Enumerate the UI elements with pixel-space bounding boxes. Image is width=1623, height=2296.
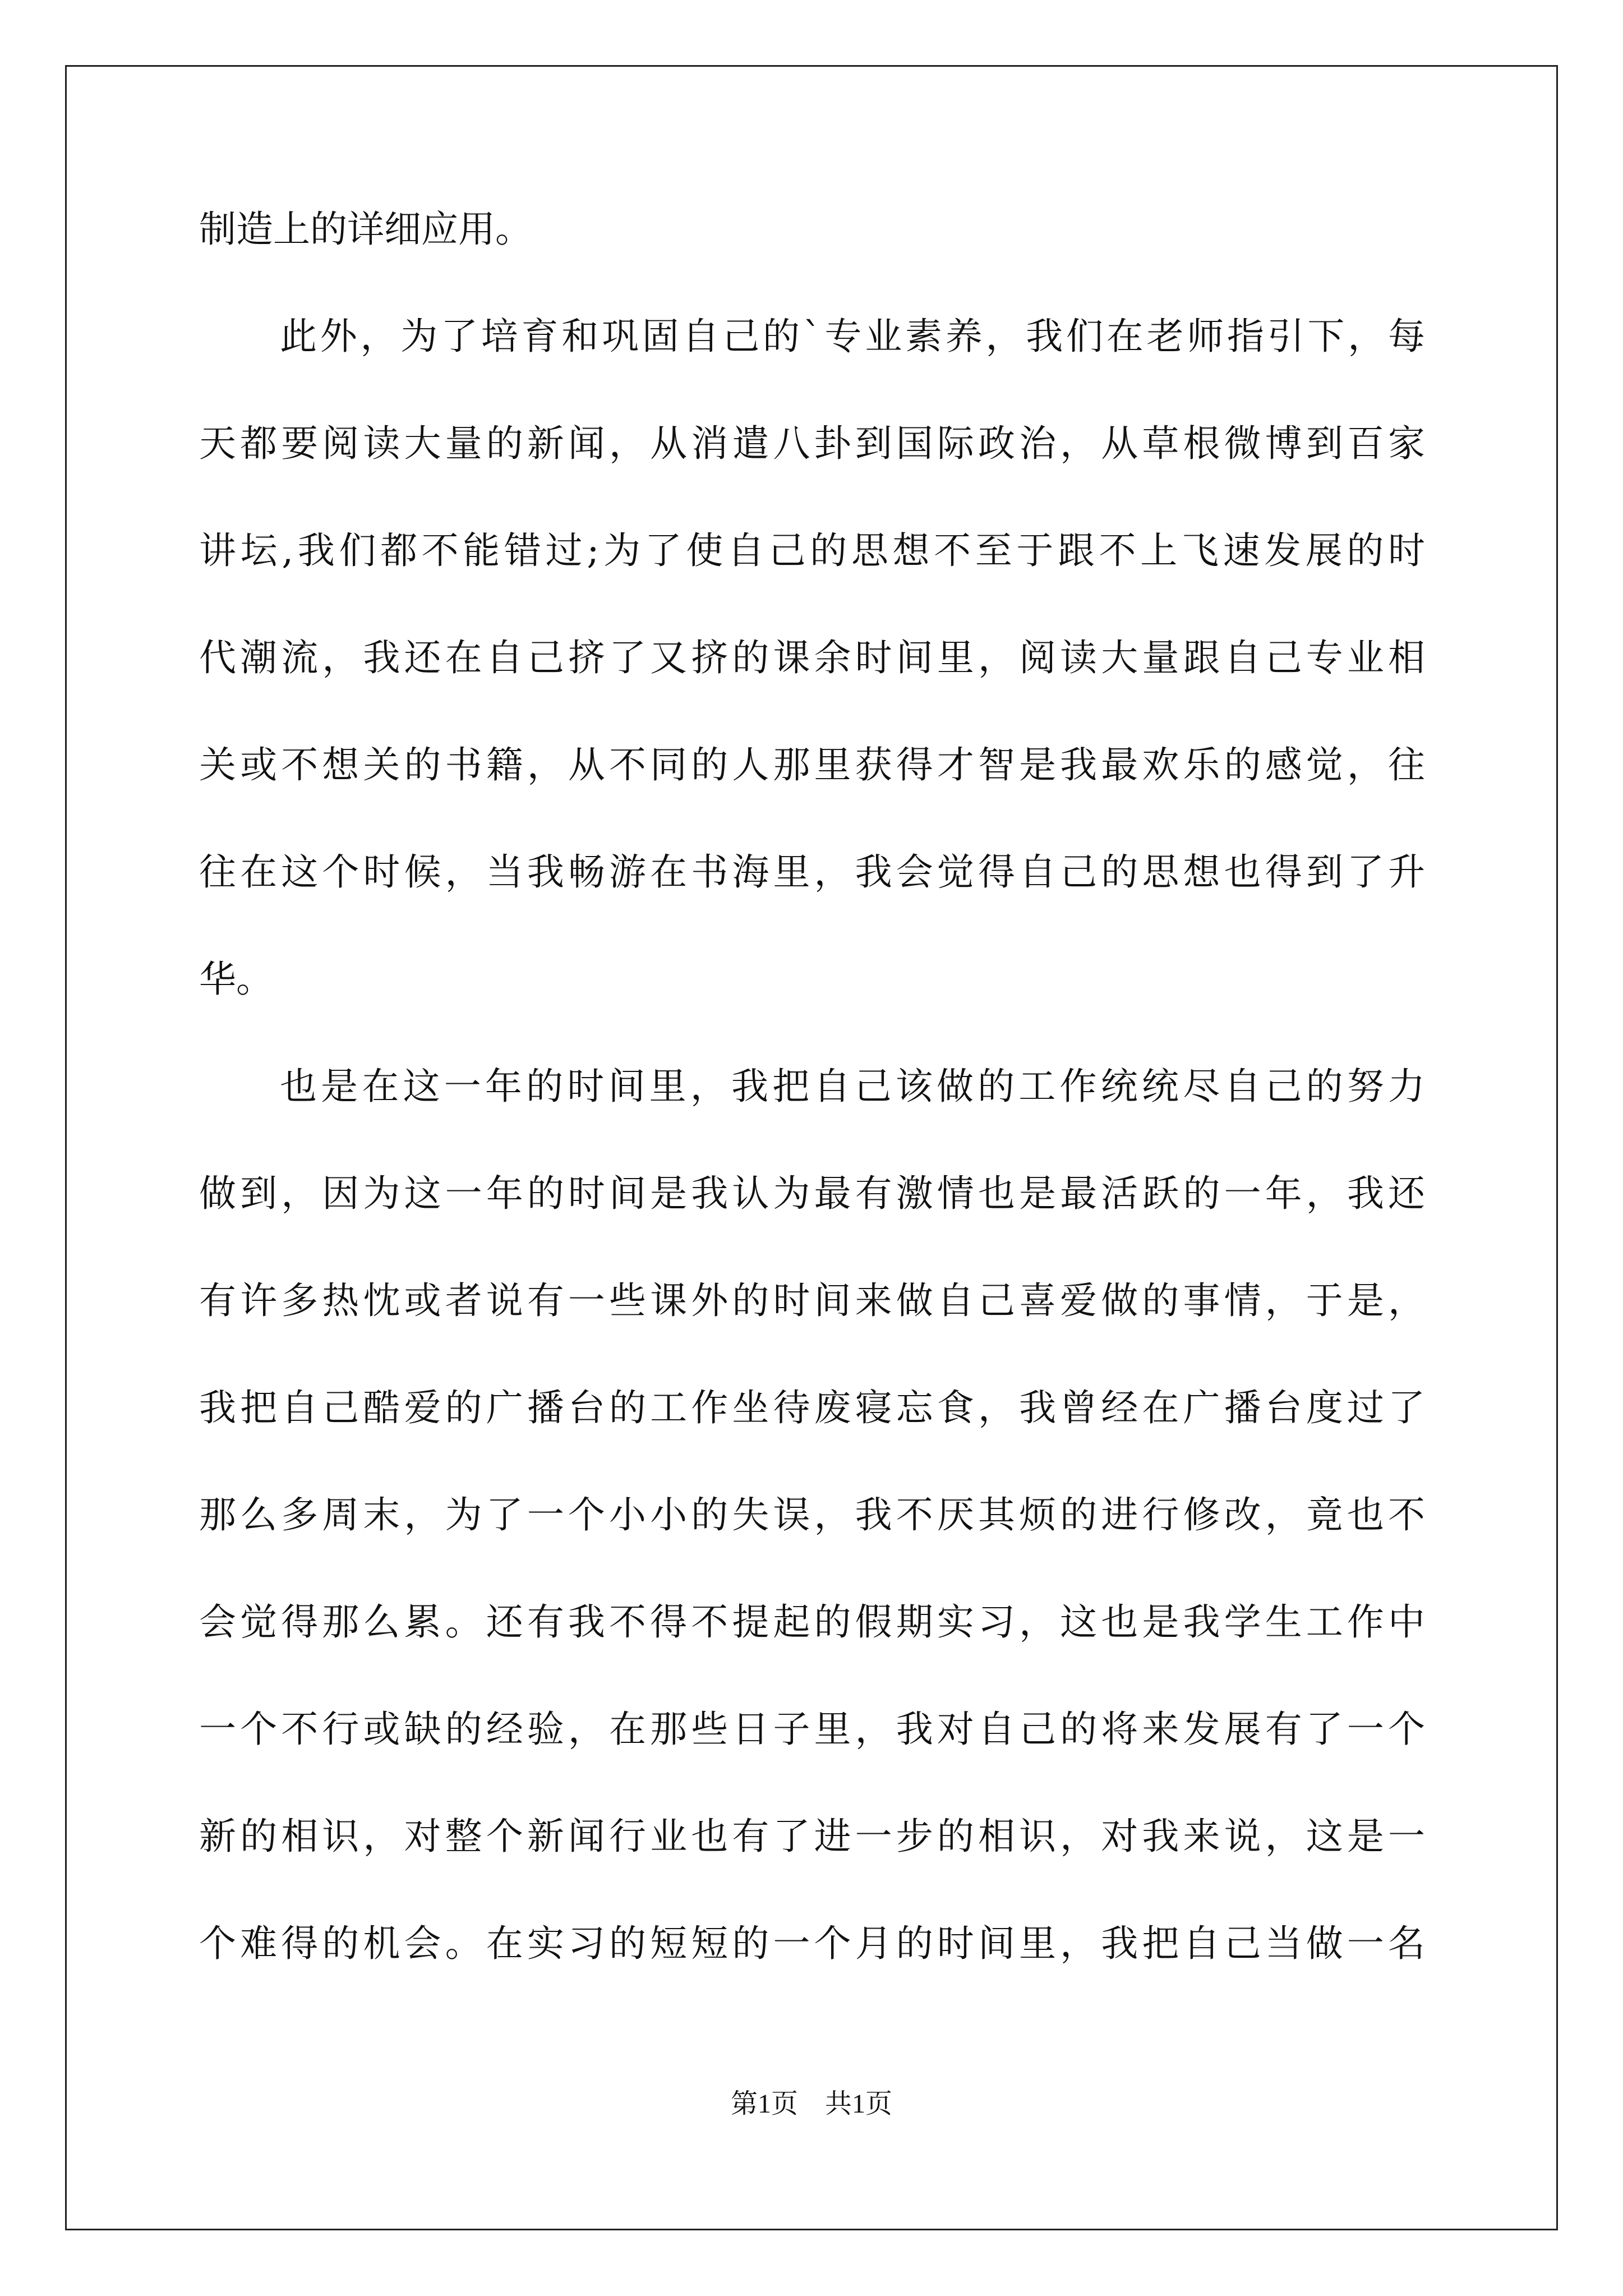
text-line: 天都要阅读大量的新闻，从消遣八卦到国际政治，从草根微博到百家 <box>199 422 1425 465</box>
text-line: 讲坛,我们都不能错过;为了使自己的思想不至于跟不上飞速发展的时 <box>199 529 1425 572</box>
document-body <box>199 208 1425 2032</box>
text-line: 新的相识，对整个新闻行业也有了进一步的相识，对我来说，这是一 <box>199 1815 1425 1858</box>
text-line: 关或不想关的书籍，从不同的人那里获得才智是我最欢乐的感觉，往 <box>199 743 1425 786</box>
text-line: 一个不行或缺的经验，在那些日子里，我对自己的将来发展有了一个 <box>199 1708 1425 1751</box>
page-number: 第1页 <box>730 2089 798 2119</box>
text-line: 代潮流，我还在自己挤了又挤的课余时间里，阅读大量跟自己专业相 <box>199 636 1425 679</box>
text-line: 往在这个时候，当我畅游在书海里，我会觉得自己的思想也得到了升 <box>199 850 1425 894</box>
text-line: 华。 <box>199 958 273 1001</box>
text-line: 我把自己酷爱的广播台的工作坐待废寝忘食，我曾经在广播台度过了 <box>199 1386 1425 1429</box>
page-footer <box>0 2091 1623 2118</box>
page-total: 共1页 <box>825 2089 893 2119</box>
text-line: 制造上的详细应用。 <box>199 208 532 251</box>
text-line: 有许多热忱或者说有一些课外的时间来做自己喜爱做的事情，于是， <box>199 1279 1425 1322</box>
text-line: 做到，因为这一年的时间是我认为最有激情也是最活跃的一年，我还 <box>199 1172 1425 1215</box>
text-line: 个难得的机会。在实习的短短的一个月的时间里，我把自己当做一名 <box>199 1922 1425 1965</box>
text-line: 也是在这一年的时间里，我把自己该做的工作统统尽自己的努力 <box>280 1065 1425 1108</box>
text-line: 那么多周末，为了一个小小的失误，我不厌其烦的进行修改，竟也不 <box>199 1493 1425 1536</box>
text-line: 会觉得那么累。还有我不得不提起的假期实习，这也是我学生工作中 <box>199 1600 1425 1644</box>
text-line: 此外，为了培育和巩固自己的`专业素养，我们在老师指引下，每 <box>280 315 1425 358</box>
